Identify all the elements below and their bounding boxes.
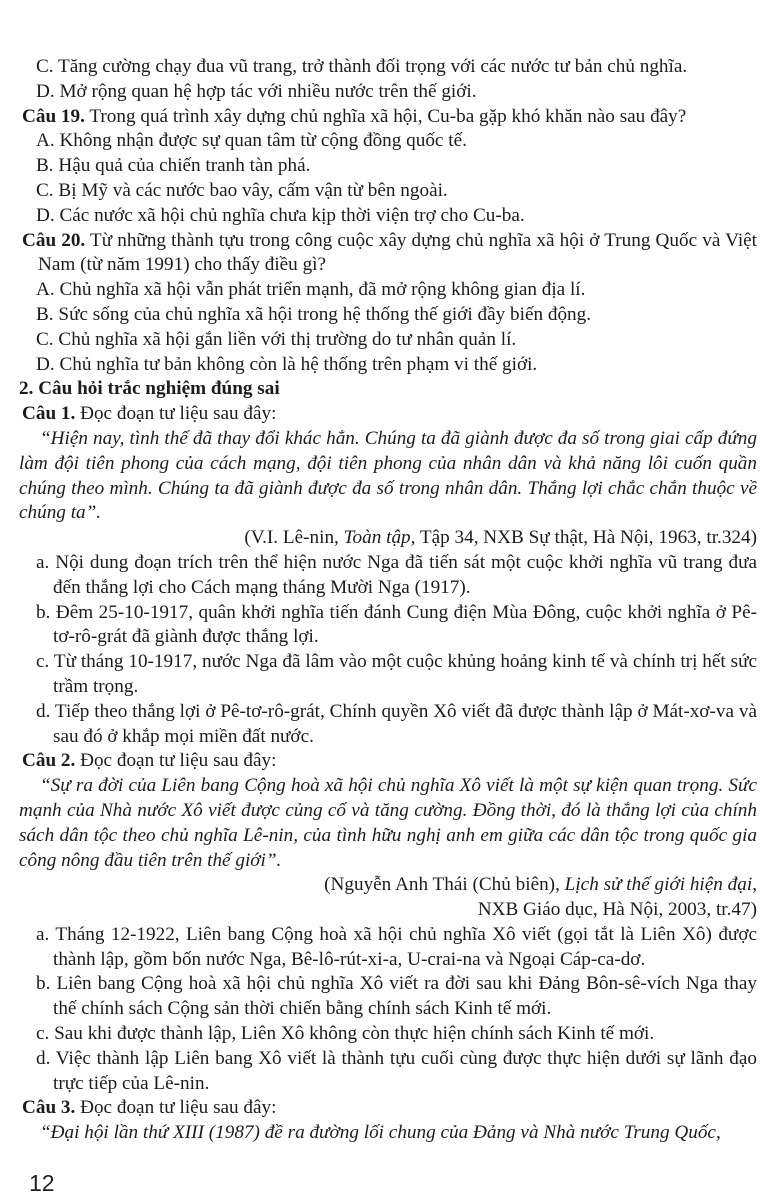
question-2-statement-b: b. Liên bang Cộng hoà xã hội chủ nghĩa Xô viết ra đời sau khi Đảng Bôn-sê-vích Nga thay thế chính sách Cộng sản thời chiến bằng chính sách Kinh tế mới. <box>36 973 757 1020</box>
section-heading: 2. Câu hỏi trắc nghiệm đúng sai <box>19 378 280 400</box>
question-19-option-c: C. Bị Mỹ và các nước bao vây, cấm vận từ bên ngoài. <box>36 179 448 201</box>
citation-thai-line-2: NXB Giáo dục, Hà Nội, 2003, tr.47) <box>477 899 757 921</box>
question-19-text: Trong quá trình xây dựng chủ nghĩa xã hội, Cu-ba gặp khó khăn nào sau đây? <box>84 105 687 127</box>
question-20-label: Câu 20. <box>22 229 86 251</box>
question-19-option-b: B. Hậu quả của chiến tranh tàn phá. <box>36 155 311 177</box>
question-1-statement-b: b. Đêm 25-10-1917, quân khởi nghĩa tiến đánh Cung điện Mùa Đông, cuộc khởi nghĩa ở Pê-tơ-rô-grát đã giành được thắng lợi. <box>36 601 757 648</box>
citation-lenin <box>19 526 757 551</box>
question-2-statement-c: c. Sau khi được thành lập, Liên Xô không còn thực hiện chính sách Kinh tế mới. <box>36 1023 655 1045</box>
question-3-text: Đọc đoạn tư liệu sau đây: <box>75 1097 277 1119</box>
question-2-label: Câu 2. <box>22 750 76 772</box>
question-20-option-a: A. Chủ nghĩa xã hội vẫn phát triển mạnh, đã mở rộng không gian địa lí. <box>36 279 586 301</box>
citation-prefix: (Nguyễn Anh Thái (Chủ biên), <box>324 874 565 896</box>
question-2-statement-a: a. Tháng 12-1922, Liên bang Cộng hoà xã hội chủ nghĩa Xô viết (gọi tắt là Liên Xô) được thành lập, gồm bốn nước Nga, Bê-lô-rút-xi-a, U-crai-na và Ngoại Cáp-ca-dơ. <box>36 923 757 970</box>
citation-thai-line-1 <box>19 873 757 898</box>
question-2-statement-d: d. Việc thành lập Liên bang Xô viết là thành tựu cuối cùng được thực hiện dưới sự lãnh đạo trực tiếp của Lê-nin. <box>36 1047 757 1094</box>
quote-paragraph-soviet: “Sự ra đời của Liên bang Cộng hoà xã hội chủ nghĩa Xô viết là một sự kiện quan trọng. Sức mạnh của Nhà nước Xô viết được củng cố và tăng cường. Đồng thời, đó là thắng lợi của chính sách dân tộc theo chủ nghĩa Lê-nin, của tình hữu nghị anh em giữa các dân tộc trong quốc gia công nông đầu tiên trên thế giới”. <box>19 775 757 871</box>
answer-option-c: C. Tăng cường chạy đua vũ trang, trở thành đối trọng với các nước tư bản chủ nghĩa. <box>36 56 688 77</box>
question-19-option-a: A. Không nhận được sự quan tâm từ cộng đồng quốc tế. <box>36 130 467 152</box>
question-20-option-d: D. Chủ nghĩa tư bản không còn là hệ thống trên phạm vi thế giới. <box>36 353 538 375</box>
page-content <box>19 55 757 1146</box>
question-3-label: Câu 3. <box>22 1097 76 1119</box>
question-2 <box>19 749 757 774</box>
question-1 <box>19 402 757 427</box>
question-20-option-c: C. Chủ nghĩa xã hội gắn liền với thị trường do tư nhân quản lí. <box>36 328 517 350</box>
answer-option-d: D. Mở rộng quan hệ hợp tác với nhiều nước trên thế giới. <box>36 80 477 102</box>
question-3 <box>19 1096 757 1121</box>
question-20 <box>19 229 757 279</box>
question-1-statement-d: d. Tiếp theo thắng lợi ở Pê-tơ-rô-grát, Chính quyền Xô viết đã được thành lập ở Mát-xơ-va và sau đó ở khắp mọi miền đất nước. <box>36 700 757 747</box>
quote-paragraph-china: “Đại hội lần thứ XIII (1987) đề ra đường lối chung của Đảng và Nhà nước Trung Quốc, <box>40 1122 721 1144</box>
citation-work-title: Toàn tập, <box>343 527 416 549</box>
citation-prefix: (V.I. Lê-nin, <box>244 527 344 549</box>
question-20-option-b: B. Sức sống của chủ nghĩa xã hội trong hệ thống thế giới đầy biến động. <box>36 303 592 325</box>
page-number: 12 <box>29 1170 55 1196</box>
question-19-label: Câu 19. <box>22 105 85 127</box>
question-1-text: Đọc đoạn tư liệu sau đây: <box>75 403 277 425</box>
question-2-text: Đọc đoạn tư liệu sau đây: <box>75 750 277 772</box>
question-1-label: Câu 1. <box>22 403 76 425</box>
question-1-statement-a: a. Nội dung đoạn trích trên thể hiện nước Nga đã tiến sát một cuộc khởi nghĩa vũ trang đưa đến thắng lợi cho Cách mạng tháng Mười Nga (1917). <box>36 551 757 598</box>
quote-paragraph-lenin: “Hiện nay, tình thế đã thay đổi khác hẳn. Chúng ta đã giành được đa số trong giai cấp đứng làm đội tiên phong của cách mạng, đội tiên phong của nhân dân và khả năng lôi cuốn quần chúng theo mình. Chúng ta đã giành được đa số trong nhân dân. Thắng lợi chắc chắn thuộc về chúng ta”. <box>19 427 757 524</box>
question-19 <box>19 105 757 130</box>
question-1-statement-c: c. Từ tháng 10-1917, nước Nga đã lâm vào một cuộc khủng hoảng kinh tế và chính trị hết sức trầm trọng. <box>36 651 757 697</box>
question-19-option-d: D. Các nước xã hội chủ nghĩa chưa kịp thời viện trợ cho Cu-ba. <box>36 204 525 226</box>
citation-work-title: Lịch sử thế giới hiện đại, <box>564 874 757 896</box>
question-20-text: Từ những thành tựu trong công cuộc xây dựng chủ nghĩa xã hội ở Trung Quốc và Việt Nam (từ năm 1991) cho thấy điều gì? <box>38 229 757 276</box>
citation-suffix: Tập 34, NXB Sự thật, Hà Nội, 1963, tr.324) <box>415 527 757 549</box>
